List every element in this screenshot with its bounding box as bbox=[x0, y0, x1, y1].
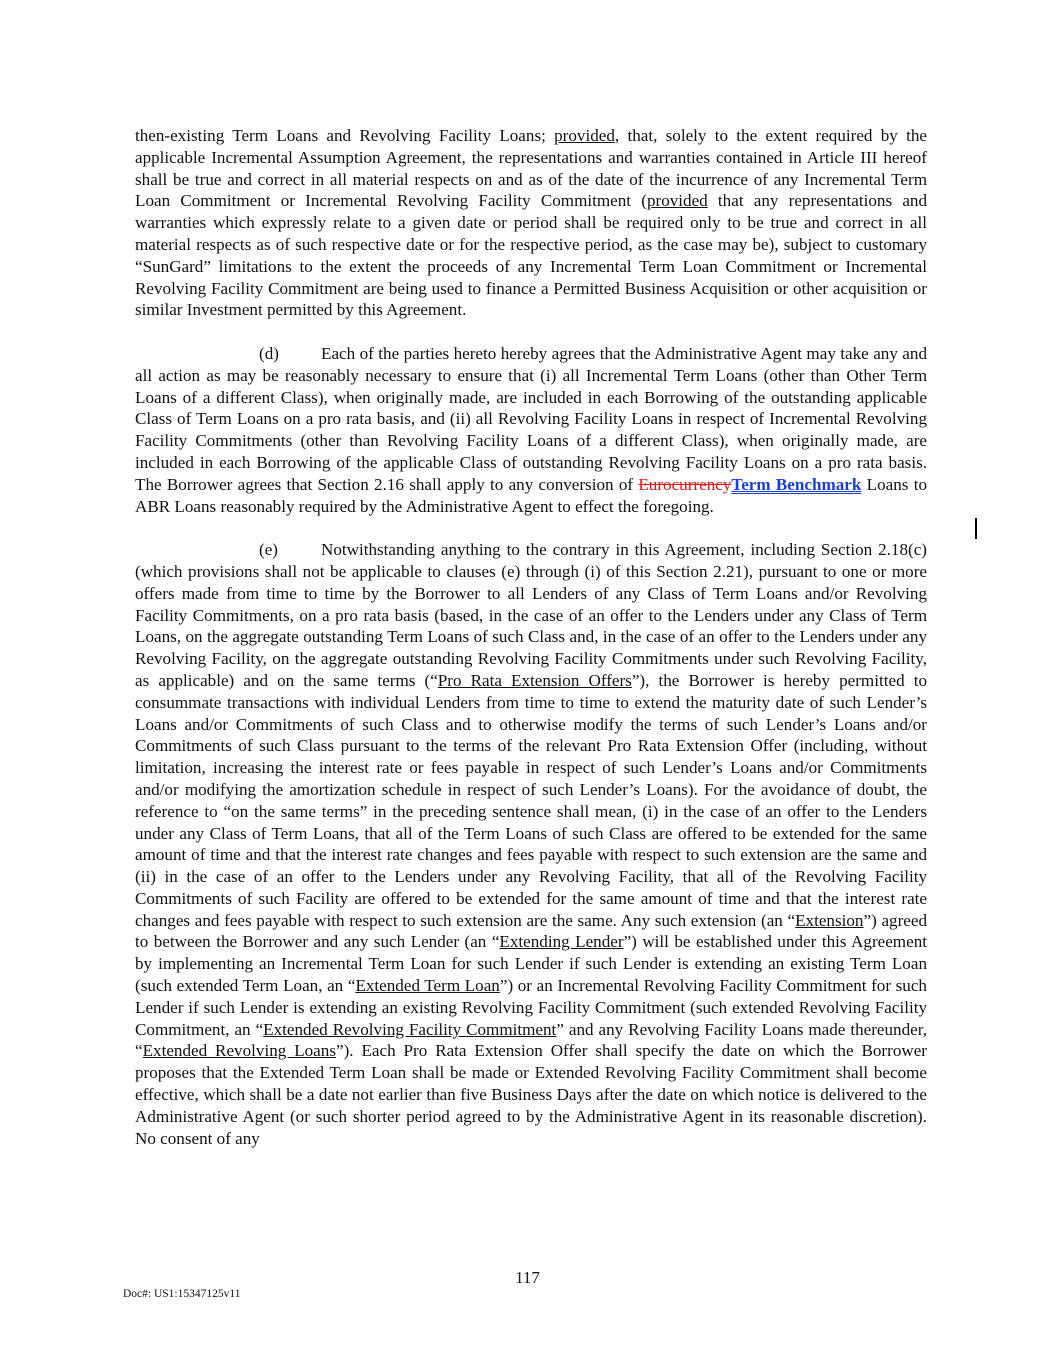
clause-label: (e) bbox=[259, 540, 278, 560]
text: Each of the parties hereto hereby agrees that the Administrative Agent may take any and all action as may be reasonably necessary to ensure that (i) all Incremental Term Loans (other than Other Term Loans of a different Class), when originally made, are included in each Borrowing of the outstanding applicable Class of Term Loans on a pro rata basis, and (ii) all Revolving Facility Loans in respect of Incremental Revolving Facility Commitments (other than Revolving Facility Loans of a different Class), when originally made, are included in each Borrowing of the applicable Class of outstanding Revolving Facility Loans on a pro rata basis. The Borrower agrees that Section 2.16 shall apply to any conversion of bbox=[135, 343, 927, 494]
text: , that, solely to the extent required by the applicable Incremental Assumption Agreement, the representations and warranties contained in Article III hereof shall be true and correct in all material respects on and as of the date of the incurrence of any Incremental Term Loan Commitment or Incremental Revolving Facility Commitment ( bbox=[135, 126, 927, 211]
text: Loans to ABR Loans reasonably required by the Administrative Agent to effect the foregoing. bbox=[135, 474, 927, 516]
defined-term: Extending Lender bbox=[499, 932, 624, 952]
defined-term-provided: provided bbox=[646, 191, 708, 211]
defined-term-provided: provided bbox=[554, 126, 615, 145]
deleted-text: Eurocurrency bbox=[638, 474, 732, 494]
text: ” and any Revolving Facility Loans made thereunder, “ bbox=[135, 1019, 927, 1061]
clause-label: (d) bbox=[259, 343, 279, 363]
text: that any representations and warranties which expressly relate to a given date or period shall be required only to be true and correct in all material respects as of such respective date or for the respective period, as the case may be), subject to customary “SunGard” limitations to the extent the proceeds of any Incremental Term Loan Commitment or Incremental Revolving Facility Commitment are being used to finance a Permitted Business Acquisition or other acquisition or similar Investment permitted by this Agreement. bbox=[135, 191, 927, 320]
text: ”) agreed to between the Borrower and any such Lender (an “ bbox=[135, 910, 927, 952]
defined-term: Extended Revolving Facility Commitment bbox=[263, 1019, 557, 1039]
text: ”) will be established under this Agreement by implementing an Incremental Term Loan for such Lender if such Lender is extending an existing Term Loan (such extended Term Loan, an “ bbox=[135, 932, 927, 996]
defined-term: Extension bbox=[795, 910, 864, 930]
document-body bbox=[135, 125, 927, 1171]
text: ”) or an Incremental Revolving Facility Commitment for such Lender if such Lender is extending an existing Revolving Facility Commitment (such extended Revolving Facility Commitment, an “ bbox=[135, 976, 927, 1039]
paragraph-d bbox=[135, 343, 927, 517]
text: Notwithstanding anything to the contrary in this Agreement, including Section 2.18(c) (which provisions shall not be applicable to clauses (e) through (i) of this Section 2.21), pursuant to one or more offers made from time to time by the Borrower to all Lenders of any Class of Term Loans and/or Revolving Facility Commitments, on a pro rata basis (based, in the case of an offer to the Lenders under any Class of Term Loans, on the aggregate outstanding Term Loans of such Class and, in the case of an offer to the Lenders under any Revolving Facility, on the aggregate outstanding Revolving Facility Commitments under such Revolving Facility, as applicable) and on the same terms (“ bbox=[135, 540, 927, 690]
text: then-existing Term Loans and Revolving Facility Loans; bbox=[135, 126, 555, 145]
inserted-text: Term Benchmark bbox=[731, 474, 862, 494]
paragraph-c-continuation bbox=[135, 125, 927, 321]
change-bar-marker bbox=[975, 518, 977, 539]
document-id: Doc#: US1:15347125v11 bbox=[123, 1288, 241, 1300]
defined-term: Extended Revolving Loans bbox=[142, 1041, 336, 1061]
defined-term: Extended Term Loan bbox=[355, 976, 500, 996]
text: ”). Each Pro Rata Extension Offer shall specify the date on which the Borrower proposes that the Extended Term Loan shall be made or Extended Revolving Facility Commitment shall become effective, which shall be a date not earlier than five Business Days after the date on which notice is delivered to the Administrative Agent (or such shorter period agreed to by the Administrative Agent in its reasonable discretion). No consent of any bbox=[135, 1041, 927, 1148]
paragraph-e bbox=[135, 539, 927, 1149]
defined-term: Pro Rata Extension Offers bbox=[437, 670, 632, 690]
page-number: 117 bbox=[515, 1268, 540, 1287]
text: ”), the Borrower is hereby permitted to consummate transactions with individual Lenders from time to time to extend the maturity date of such Lender’s Loans and/or Commitments of such Class and to otherwise modify the terms of such Lender’s Loans and/or Commitments of such Class pursuant to the terms of the relevant Pro Rata Extension Offer (including, without limitation, increasing the interest rate or fees payable in respect of such Lender’s Loans and/or Commitments and/or modifying the amortization schedule in respect of such Lender’s Loans). For the avoidance of doubt, the reference to “on the same terms” in the preceding sentence shall mean, (i) in the case of an offer to the Lenders under any Class of Term Loans, that all of the Term Loans of such Class are offered to be extended for the same amount of time and that the interest rate changes and fees payable with respect to such extension are the same and (ii) in the case of an offer to the Lenders under any Revolving Facility, that all of the Revolving Facility Commitments of such Facility are offered to be extended for the same amount of time and that the interest rate changes and fees payable with respect to such extension are the same. Any such extension (an “ bbox=[135, 670, 927, 930]
